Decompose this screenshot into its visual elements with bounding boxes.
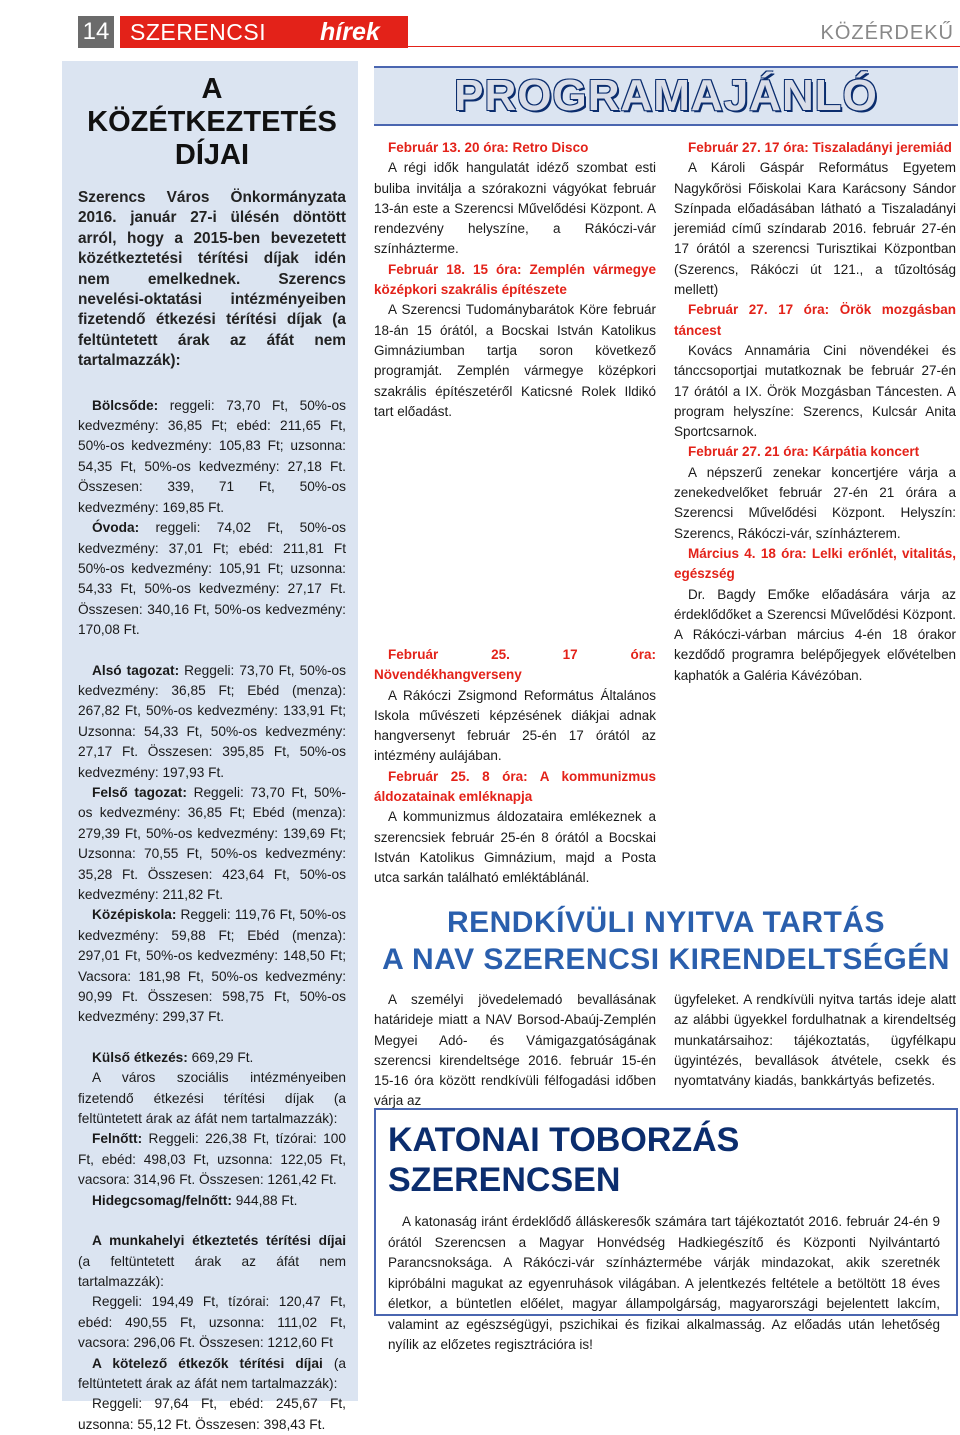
fee-text: Reggeli: 73,70 Ft, 50%-os kedvezmény: 36,85 Ft; Ebéd (menza): 279,39 Ft, 50%-os kedvezmény: 139,69 Ft; Uzsonna: 70,55 Ft, 50%-os kedvezmény: 35,28 Ft. Összesen: 423,64 Ft, 50%-os kedvezmény: 211,82 Ft. bbox=[78, 784, 346, 902]
katonai-text: A katonaság iránt érdeklődő álláskeresők számára tart tájékoztatót 2016. február 24-én 9 órától Szerencsen a Magyar Honvédség Hadkiegészítő és Központi Nyilvántartó Parancsnoksága. A Rákóczi-vár színháztermébe várják mindazokat, akik szeretnék kipróbálni magukat az egyenruhások világában. A jelentkezés feltétele a betöltött 18 éves életkor, a büntetlen előélet, magyar állampolgárság, magyarországi bejelentett lakcím, valamint az egészségügyi, pszichikai és fizikai alkalmasság. Az előadás után lehetőség nyílik az előzetes regisztrációra is! bbox=[388, 1214, 940, 1352]
fee-label: Hidegcsomag/felnőtt: bbox=[92, 1192, 232, 1208]
programajanlo-title: PROGRAMAJÁNLÓ bbox=[454, 71, 878, 120]
fee-label: Felnőtt: bbox=[92, 1131, 143, 1147]
katonai-toborzas-box bbox=[374, 1108, 958, 1352]
nav-article-title bbox=[374, 904, 958, 978]
sidebar-title-line-1: A KÖZÉTKEZTETÉS bbox=[87, 73, 337, 138]
event-text: Kovács Annamária Cini növendékei és tánccsoportjai mutatkoznak be február 27-én 17 órától a IX. Örök Mozgásban Táncesten. A program helyszíne: Szerencs, Kulcsár Anita Sportcsarnok. bbox=[674, 342, 956, 440]
sidebar-intro: Szerencs Város Önkormányzata 2016. január 27-i ülésén döntött arról, hogy a 2015-ben bevezetett közétkeztetési térítési díjak idén nem emelkednek. Szerencs nevelési-oktatási intézményeiben fizetendő étkezési térítési díjak (a feltüntetett árak az áfát nem tartalmazzák): bbox=[78, 189, 346, 370]
sidebar-title-line-2: DÍJAI bbox=[174, 139, 250, 171]
fee-text: 669,29 Ft. bbox=[187, 1049, 254, 1065]
fee-item-ovoda bbox=[78, 518, 346, 640]
fee-label: Külső étkezés: bbox=[92, 1049, 188, 1065]
event-heading: Február 27. 21 óra: Kárpátia koncert bbox=[688, 444, 920, 460]
fee-item-szocialis-intro bbox=[78, 1068, 346, 1129]
fee-item-kotelezo bbox=[78, 1354, 346, 1395]
event-text: A Szerencsi Tudománybarátok Köre február 18-án 15 órától, a Bocskai István Katolikus Gimnáziumban tartja soron következő programját. Zemplén vármegye középkori szakrális építészetéről Katicsné Rolek Ildikó tart előadást. bbox=[374, 302, 656, 419]
katonai-title: KATONAI TOBORZÁS SZERENCSEN bbox=[388, 1121, 740, 1199]
event-heading: Február 27. 17 óra: Örök mozgásban táncest bbox=[674, 302, 956, 338]
header-rule bbox=[408, 46, 960, 47]
fee-item-kulso bbox=[78, 1048, 346, 1068]
nav-text: ügyfeleket. A rendkívüli nyitva tartás ideje alatt az alábbi ügyekkel fordulhatnak a kirendeltség munkatársaihoz: tájékoztatás, ügyfélkapu ügyintézés, bevallások átvétele, csekk és nyomtatvány kiadás, bankkártyás befizetés. bbox=[674, 992, 956, 1089]
brand-name: SZERENCSI bbox=[130, 19, 267, 45]
event-heading: Február 25. 8 óra: A kommunizmus áldozatainak emléknapja bbox=[374, 768, 656, 805]
nav-text: A személyi jövedelemadó bevallásának határideje miatt a NAV Borsod-Abaúj-Zemplén Megyei Adó- és Vámigazgatóságának szerencsi kirendeltsége 2016. február 15-én 15-16 óra között rendkívüli félfogadási időben várja az bbox=[374, 992, 656, 1109]
fee-label: Óvoda: bbox=[92, 520, 140, 536]
event-text: A Károli Gáspár Református Egyetem Nagykőrösi Főiskolai Kara Karácsony Sándor Színpada előadásában látható a Tiszaladányi jeremiád című színdarab 2016. február 27-én 17 órától a szerencsi Turisztikai Központban (Szerencs, Rákóczi út 121., a tűzoltóság mellett) bbox=[674, 160, 956, 298]
fee-text: (a feltüntetett árak az áfát nem tartalmazzák): bbox=[78, 1355, 346, 1391]
programajanlo-banner bbox=[374, 66, 958, 126]
program-column-2 bbox=[674, 138, 956, 686]
fee-text: reggeli: 74,02 Ft, 50%-os kedvezmény: 37,01 Ft; ebéd: 211,81 Ft 50%-os kedvezmény: 105,91 Ft; uzsonna: 54,33 Ft, 50%-os kedvezmény: 27,17 Ft. Összesen: 340,16 Ft, 50%-os kedvezmény: 170,08 Ft. bbox=[78, 520, 346, 638]
fee-text: Reggeli: 97,64 Ft, ebéd: 245,67 Ft, uzsonna: 55,12 Ft. Összesen: 398,43 Ft. bbox=[78, 1396, 346, 1432]
fee-text: Reggeli: 226,38 Ft, tízórai: 100 Ft, ebéd: 498,03 Ft, uzsonna: 122,05 Ft, vacsora: 314,96 Ft. Összesen: 1261,42 Ft. bbox=[78, 1131, 346, 1188]
fee-item-hidegcsomag bbox=[78, 1191, 346, 1211]
nav-column-2 bbox=[674, 990, 956, 1091]
fee-text: Reggeli: 119,76 Ft, 50%-os kedvezmény: 59,88 Ft; Ebéd (menza): 297,01 Ft, 50%-os kedvezmény: 148,50 Ft; Vacsora: 181,98 Ft, 50%-os kedvezmény: 90,99 Ft. Összesen: 598,75 Ft, 50%-os kedvezmény: 299,37 Ft. bbox=[78, 907, 346, 1025]
fee-item-munkahelyi bbox=[78, 1231, 346, 1292]
fee-item-kozepiskola bbox=[78, 905, 346, 1027]
fee-text: Reggeli: 73,70 Ft, 50%-os kedvezmény: 36,85 Ft; Ebéd (menza): 267,82 Ft, 50%-os kedvezmény: 133,91 Ft; Uzsonna: 54,33 Ft, 50%-os kedvezmény: 27,17 Ft. Összesen: 395,85 Ft, 50%-os kedvezmény: 197,93 Ft. bbox=[78, 662, 346, 780]
nav-title-line-2: A NAV SZERENCSI KIRENDELTSÉGÉN bbox=[382, 943, 950, 976]
event-heading: Február 13. 20 óra: Retro Disco bbox=[388, 140, 589, 155]
fee-text: A város szociális intézményeiben fizetendő étkezési térítési díjak (a feltüntetett árak az áfát nem tartalmazzák): bbox=[78, 1070, 346, 1127]
section-label: KÖZÉRDEKŰ bbox=[820, 22, 954, 44]
brand-name-hirek: hírek bbox=[320, 18, 380, 46]
fee-item-kotelezo-values bbox=[78, 1394, 346, 1435]
fee-label: Felső tagozat: bbox=[92, 784, 187, 800]
event-heading: Február 18. 15 óra: Zemplén vármegye középkori szakrális építészete bbox=[374, 261, 656, 298]
fee-item-also-tagozat bbox=[78, 661, 346, 783]
fee-label: A kötelező étkezők térítési díjai bbox=[92, 1355, 323, 1371]
fee-label: Bölcsőde: bbox=[92, 397, 159, 413]
fee-label: A munkahelyi étkeztetés térítési díjai bbox=[92, 1233, 346, 1249]
event-text: A kommunizmus áldozataira emlékeznek a szerencsiek február 25-én 8 órától a Bocskai István Katolikus Gimnázium, majd a Posta utca sarkán található emléktáblánál. bbox=[374, 809, 656, 886]
sidebar-title bbox=[78, 73, 346, 172]
event-text: Dr. Bagdy Emőke előadására várja az érdeklődőket a Szerencsi Művelődési Központ. A Rákóczi-várban március 4-én 18 órakor kezdődő programra belépőjegyek elővételben kaphatók a Galéria Kávézóban. bbox=[674, 586, 956, 683]
fee-text: (a feltüntetett árak az áfát nem tartalmazzák): bbox=[78, 1253, 346, 1289]
program-column-1-bottom bbox=[374, 645, 656, 889]
fee-text: 944,88 Ft. bbox=[231, 1192, 298, 1208]
fee-label: Középiskola: bbox=[92, 907, 177, 923]
event-text: A régi idők hangulatát idéző szombat esti buliba invitálja a szórakozni vágyókat február 13-án este a Szerencsi Művelődési Központ. A rendezvény helyszíne, a Rákóczi-vár színházterme. bbox=[374, 160, 656, 257]
page-header bbox=[78, 16, 408, 48]
page-number: 14 bbox=[78, 16, 114, 48]
fee-item-bolcsode bbox=[78, 396, 346, 518]
event-text: A népszerű zenekar koncertjére várja a zenekedvelőket február 27-én 21 órára a Szerencsi Művelődési Központ. Helyszín: Szerencs, Rákóczi-vár, színházterem. bbox=[674, 464, 956, 541]
fee-item-munkahelyi-values bbox=[78, 1292, 346, 1353]
program-column-1-top bbox=[374, 138, 656, 422]
fee-label: Alsó tagozat: bbox=[92, 662, 180, 678]
masthead-brand bbox=[120, 16, 408, 48]
fee-text: Reggeli: 194,49 Ft, tízórai: 120,47 Ft, ebéd: 490,55 Ft, uzsonna: 111,02 Ft, vacsora: 296,06 Ft. Összesen: 1212,60 Ft bbox=[78, 1294, 346, 1351]
sidebar-meal-fees bbox=[62, 61, 358, 1432]
fee-text: reggeli: 73,70 Ft, 50%-os kedvezmény: 36,85 Ft; ebéd: 211,65 Ft, 50%-os kedvezmény: 105,83 Ft; uzsonna: 54,35 Ft, 50%-os kedvezmény: 27,18 Ft. Összesen: 339, 71 Ft, 50%-os kedvezmény: 169,85 Ft. bbox=[78, 397, 346, 515]
event-text: A Rákóczi Zsigmond Református Általános Iskola művészeti képzésének diákjai adnak hangversenyt február 25-én 17 órától az intézmény aulájában. bbox=[374, 687, 656, 764]
fee-item-felnott bbox=[78, 1129, 346, 1190]
nav-title-line-1: RENDKÍVÜLI NYITVA TARTÁS bbox=[446, 906, 886, 939]
event-heading: Február 27. 17 óra: Tiszaladányi jeremiád bbox=[688, 140, 952, 155]
fee-item-felso-tagozat bbox=[78, 783, 346, 905]
event-heading: Február 25. 17 óra: Növendékhangverseny bbox=[374, 647, 656, 683]
event-heading: Március 4. 18 óra: Lelki erőnlét, vitalitás, egészség bbox=[674, 545, 956, 582]
nav-column-1 bbox=[374, 990, 656, 1112]
